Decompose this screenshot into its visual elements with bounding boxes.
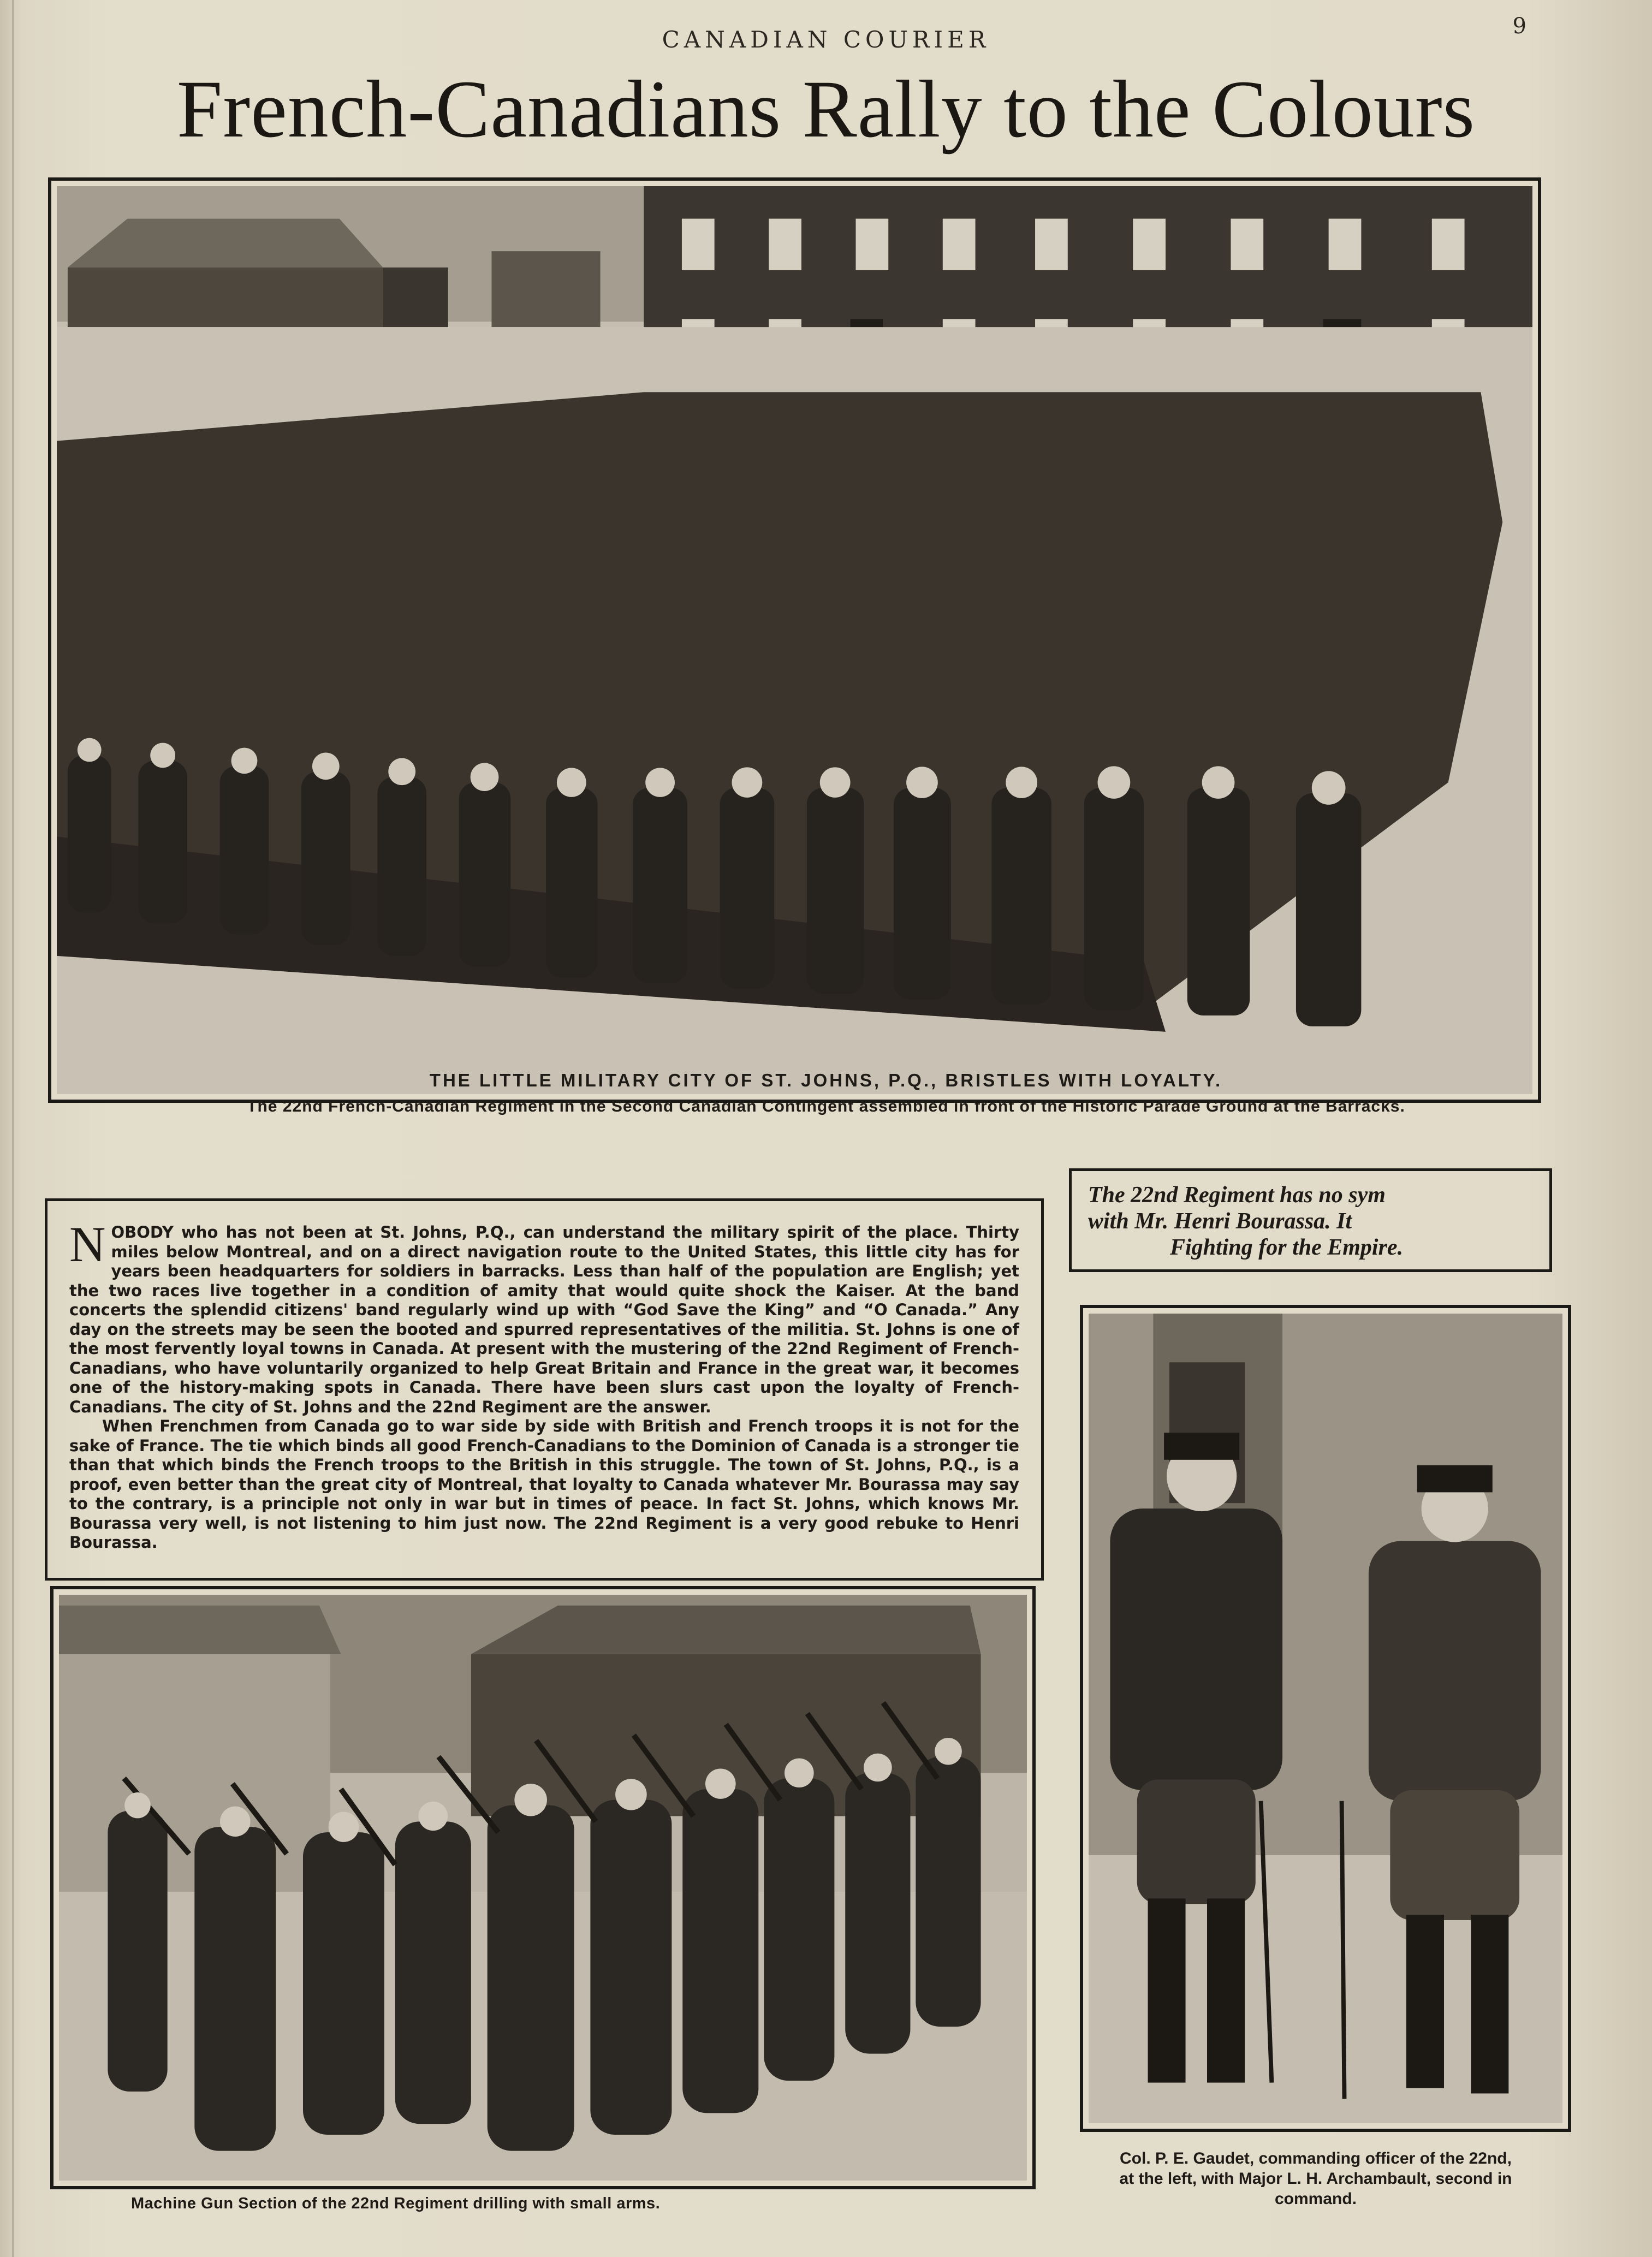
article-dropcap: N xyxy=(69,1216,106,1272)
officers-caption xyxy=(1070,2148,1561,2209)
quote-box xyxy=(1069,1168,1552,1272)
machine-gun-section-photo xyxy=(50,1586,1036,2189)
machine-gun-caption: Machine Gun Section of the 22nd Regiment drilling with small arms. xyxy=(131,2195,661,2212)
officers-caption-line-1: Col. P. E. Gaudet, commanding officer of the 22nd, xyxy=(1120,2149,1512,2167)
page-headline: French-Canadians Rally to the Colours xyxy=(176,64,1476,155)
top-photo-caption-sub: The 22nd French-Canadian Regiment in the Second Canadian Contingent assembled in front of the Historic Parade Ground at the Barracks. xyxy=(247,1097,1405,1115)
top-photo-caption-title: THE LITTLE MILITARY CITY OF ST. JOHNS, P.Q., BRISTLES WITH LOYALTY. xyxy=(429,1070,1223,1090)
officers-caption-line-3: command. xyxy=(1274,2190,1357,2208)
officers-photo xyxy=(1080,1305,1571,2132)
quote-line-1: The 22nd Regiment has no sym xyxy=(1088,1183,1386,1208)
page-number: 9 xyxy=(1512,14,1526,39)
officers-image xyxy=(1089,1314,1562,2123)
quote-line-3: Fighting for the Empire. xyxy=(1170,1235,1404,1260)
article-box xyxy=(45,1198,1044,1581)
parade-ground-image xyxy=(57,186,1532,1094)
quote-line-2: with Mr. Henri Bourassa. It xyxy=(1088,1209,1352,1234)
running-head: CANADIAN COURIER xyxy=(662,26,990,53)
article-paragraph-1: OBODY who has not been at St. Johns, P.Q., can understand the military spirit of the place. Thirty miles below Montreal, and on a direct navigation route to the United States, this little city has for years been headquarters for soldiers in barracks. Less than half of the population are English; yet the two races live together in a condition of amity that would quite shock the Kaiser. At the band concerts the splendid citizens' band regularly wind up with “God Save the King” and “O Canada.” Any day on the streets may be seen the booted and spurred representatives of the militia. St. Johns is one of the most fervently loyal towns in Canada. At present with the mustering of the 22nd Regiment of French-Canadians, who have voluntarily organized to help Great Britain and France in the great war, it becomes one of the history-making spots in Canada. There have been slurs cast upon the loyalty of French-Canadians. The city of St. Johns and the 22nd Regiment are the answer. xyxy=(69,1223,1019,1416)
drill-image xyxy=(59,1595,1027,2181)
regiment-parade-photo xyxy=(48,177,1541,1103)
article-paragraph-2: When Frenchmen from Canada go to war side by side with British and French troops it is not for the sake of France. The tie which binds all good French-Canadians to the Dominion of Canada is a stronger tie than that which binds the French troops to the British in this struggle. The town of St. Johns, P.Q., is a proof, even better than the great city of Montreal, that loyalty to Canada whatever Mr. Bourassa may say to the contrary, is a principle not only in war but in times of peace. In fact St. Johns, which knows Mr. Bourassa very well, is not listening to him just now. The 22nd Regiment is a very good rebuke to Henri Bourassa. xyxy=(69,1417,1019,1552)
officers-caption-line-2: at the left, with Major L. H. Archambault, second in xyxy=(1119,2170,1512,2188)
binding-edge xyxy=(12,0,14,2257)
